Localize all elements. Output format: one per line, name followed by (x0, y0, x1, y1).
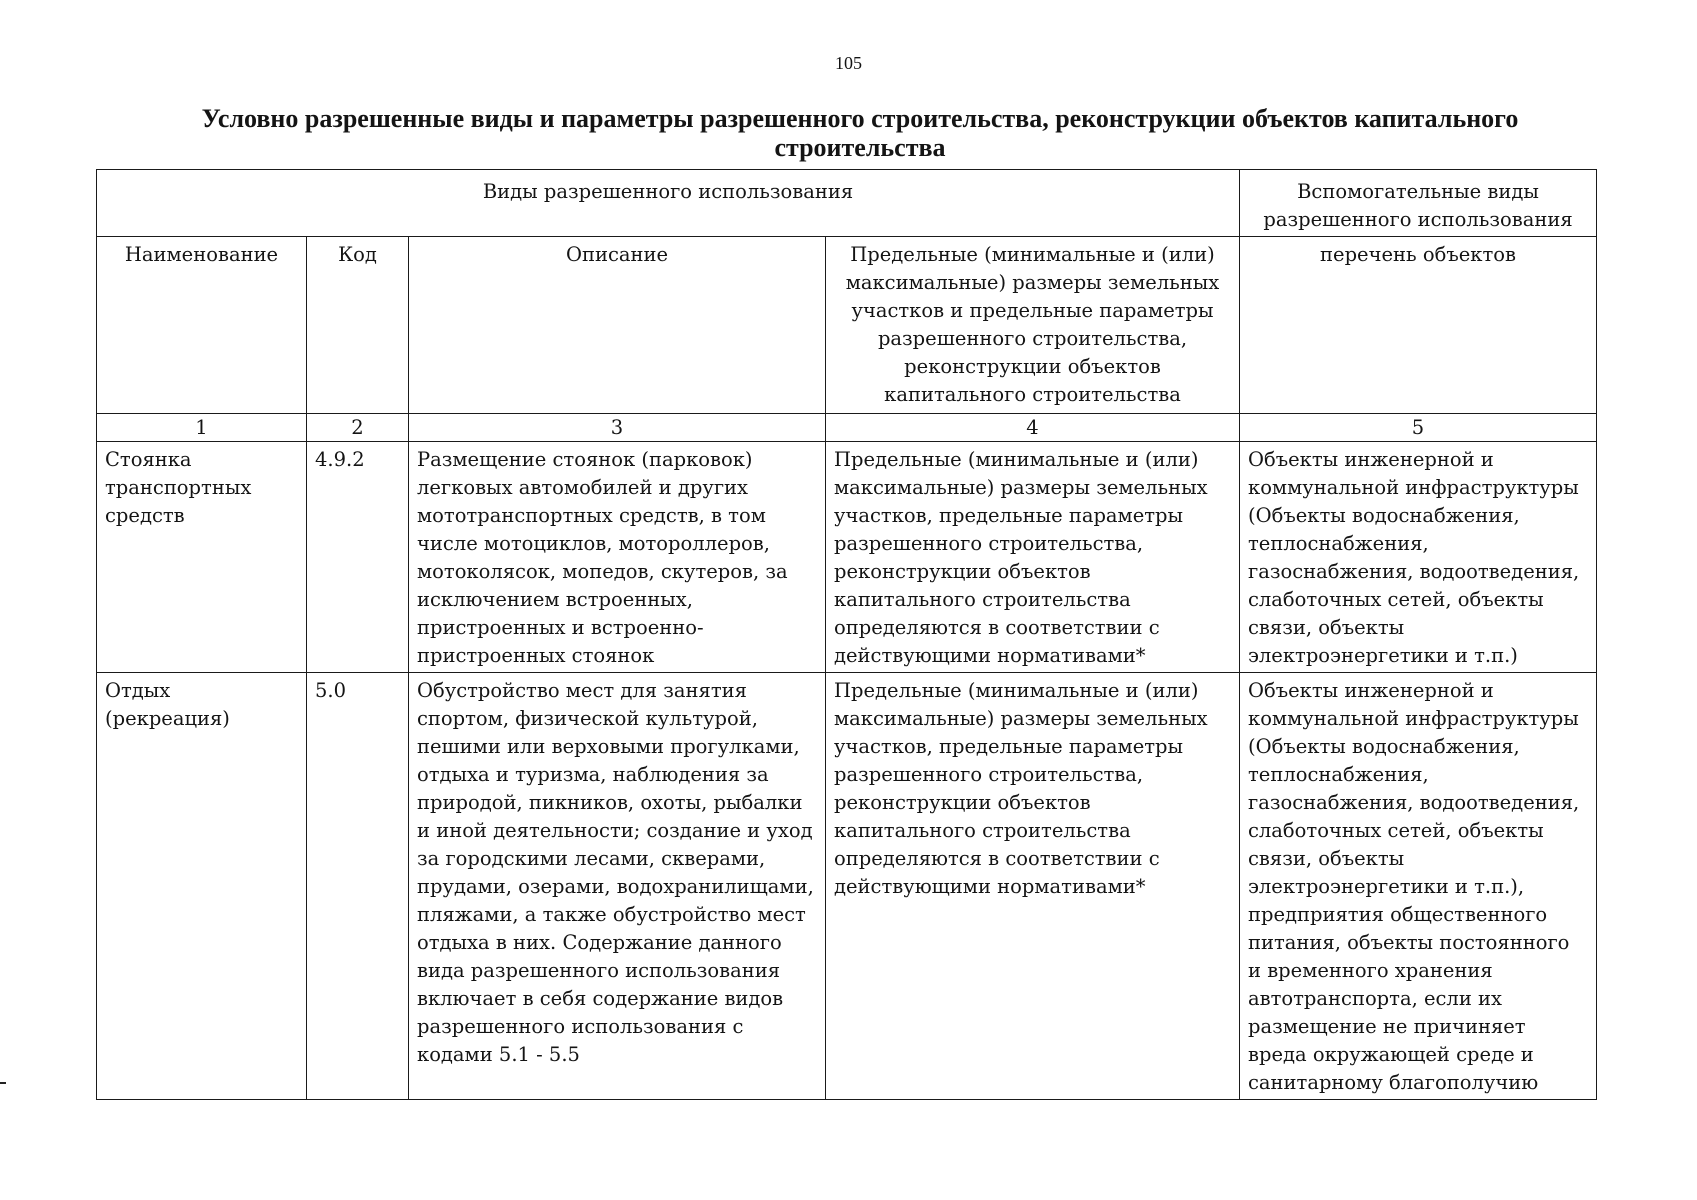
column-number: 2 (307, 414, 409, 442)
document-title: Условно разрешенные виды и параметры разрешенного строительства, реконструкции объектов капитального строительства (201, 104, 1519, 162)
header-permitted-uses: Виды разрешенного использования (97, 170, 1240, 237)
cell-aux-objects: Объекты инженерной и коммунальной инфраструктуры (Объекты водоснабжения, теплоснабжения, газоснабжения, водоотведения, слаботочных сетей, объекты связи, объекты электроэнергетики и т.п.), предприятия общественного питания, объекты постоянного и временного хранения автотранспорта, если их размещение не причиняет вреда окружающей среде и санитарному благополучию (1240, 673, 1597, 1100)
land-use-table (96, 169, 1597, 1100)
cell-code: 4.9.2 (307, 442, 409, 673)
cell-name: Отдых (рекреация) (97, 673, 307, 1100)
header-description: Описание (409, 237, 826, 414)
table-column-header-row (97, 237, 1597, 414)
column-number: 4 (826, 414, 1240, 442)
cell-code: 5.0 (307, 673, 409, 1100)
column-number: 1 (97, 414, 307, 442)
header-code: Код (307, 237, 409, 414)
column-number-row (97, 414, 1597, 442)
cell-limits: Предельные (минимальные и (или) максимальные) размеры земельных участков, предельные параметры разрешенного строительства, реконструкции объектов капитального строительства определяются в соответствии с действующими нормативами* (826, 442, 1240, 673)
table-row (97, 673, 1597, 1100)
cell-description: Размещение стоянок (парковок) легковых автомобилей и других мототранспортных средств, в том числе мотоциклов, мотороллеров, мотоколясок, мопедов, скутеров, за исключением встроенных, пристроенных и встроенно-пристроенных стоянок (409, 442, 826, 673)
scan-edge-mark (0, 1082, 6, 1084)
header-object-list: перечень объектов (1240, 237, 1597, 414)
column-number: 5 (1240, 414, 1597, 442)
cell-description: Обустройство мест для занятия спортом, физической культурой, пешими или верховыми прогулками, отдыха и туризма, наблюдения за природой, пикников, охоты, рыбалки и иной деятельности; создание и уход за городскими лесами, скверами, прудами, озерами, водохранилищами, пляжами, а также обустройство мест отдыха в них. Содержание данного вида разрешенного использования включает в себя содержание видов разрешенного использования с кодами 5.1 - 5.5 (409, 673, 826, 1100)
table-row (97, 442, 1597, 673)
header-auxiliary-uses: Вспомогательные виды разрешенного использования (1240, 170, 1597, 237)
cell-aux-objects: Объекты инженерной и коммунальной инфраструктуры (Объекты водоснабжения, теплоснабжения, газоснабжения, водоотведения, слаботочных сетей, объекты связи, объекты электроэнергетики и т.п.) (1240, 442, 1597, 673)
header-limits: Предельные (минимальные и (или) максимальные) размеры земельных участков и предельные параметры разрешенного строительства, реконструкции объектов капитального строительства (826, 237, 1240, 414)
table-group-header-row (97, 170, 1597, 237)
column-number: 3 (409, 414, 826, 442)
cell-limits: Предельные (минимальные и (или) максимальные) размеры земельных участков, предельные параметры разрешенного строительства, реконструкции объектов капитального строительства определяются в соответствии с действующими нормативами* (826, 673, 1240, 1100)
page-number: 105 (835, 53, 862, 73)
header-name: Наименование (97, 237, 307, 414)
cell-name: Стоянка транспортных средств (97, 442, 307, 673)
